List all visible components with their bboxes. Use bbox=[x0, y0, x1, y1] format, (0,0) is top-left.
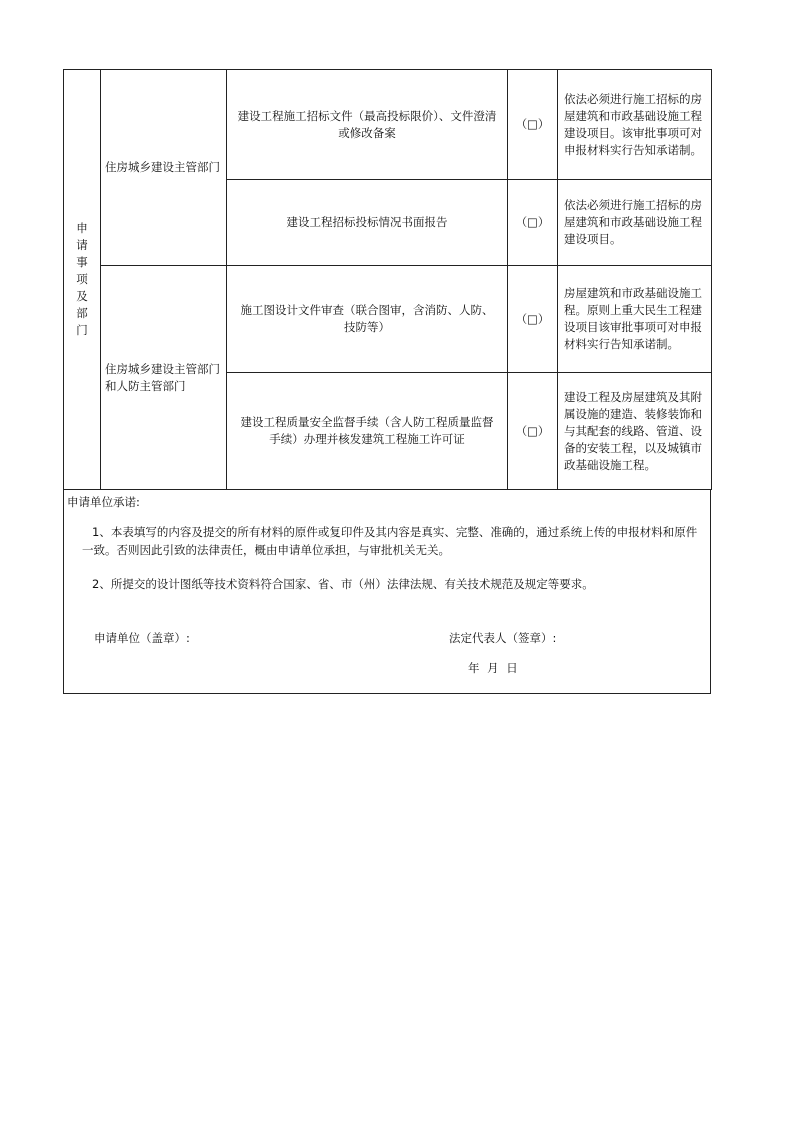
item-checkbox[interactable]: （□） bbox=[508, 180, 558, 266]
application-items-table bbox=[63, 69, 712, 490]
table-row bbox=[64, 266, 712, 373]
item-cell: 建设工程质量安全监督手续（含人防工程质量监督手续）办理并核发建筑工程施工许可证 bbox=[227, 373, 508, 490]
table-row bbox=[64, 70, 712, 180]
note-cell: 依法必须进行施工招标的房屋建筑和市政基础设施工程建设项目。该审批事项可对申报材料实行告知承诺制。 bbox=[558, 70, 712, 180]
category-label: 申请事项及部门 bbox=[76, 221, 88, 337]
legal-rep-signature-label: 法定代表人（签章）: bbox=[449, 631, 557, 645]
note-cell: 房屋建筑和市政基础设施工程。原则上重大民生工程建设项目该审批事项可对申报材料实行告知承诺制。 bbox=[558, 266, 712, 373]
item-checkbox[interactable]: （□） bbox=[508, 266, 558, 373]
pledge-paragraph-2: 2、所提交的设计图纸等技术资料符合国家、省、市（州）法律法规、有关技术规范及规定等要求。 bbox=[92, 577, 594, 591]
item-checkbox[interactable]: （□） bbox=[508, 373, 558, 490]
applicant-seal-label: 申请单位（盖章）: bbox=[94, 631, 190, 645]
note-cell: 建设工程及房屋建筑及其附属设施的建造、装修装饰和与其配套的线路、管道、设备的安装工程，以及城镇市政基础设施工程。 bbox=[558, 373, 712, 490]
department-cell: 住房城乡建设主管部门和人防主管部门 bbox=[101, 266, 227, 490]
date-label: 年 月 日 bbox=[468, 661, 520, 675]
application-form bbox=[63, 69, 711, 694]
category-cell bbox=[64, 70, 101, 490]
pledge-section bbox=[63, 490, 711, 694]
item-checkbox[interactable]: （□） bbox=[508, 70, 558, 180]
item-cell: 施工图设计文件审查（联合图审，含消防、人防、技防等） bbox=[227, 266, 508, 373]
pledge-paragraph-1: 1、本表填写的内容及提交的所有材料的原件或复印件及其内容是真实、完整、准确的，通过系统上传的申报材料和原件一致。否则因此引致的法律责任，概由申请单位承担，与审批机关无关。 bbox=[82, 525, 698, 557]
note-cell: 依法必须进行施工招标的房屋建筑和市政基础设施工程建设项目。 bbox=[558, 180, 712, 266]
item-cell: 建设工程招标投标情况书面报告 bbox=[227, 180, 508, 266]
pledge-title: 申请单位承诺: bbox=[67, 495, 140, 509]
department-cell: 住房城乡建设主管部门 bbox=[101, 70, 227, 266]
item-cell: 建设工程施工招标文件（最高投标限价）、文件澄清或修改备案 bbox=[227, 70, 508, 180]
